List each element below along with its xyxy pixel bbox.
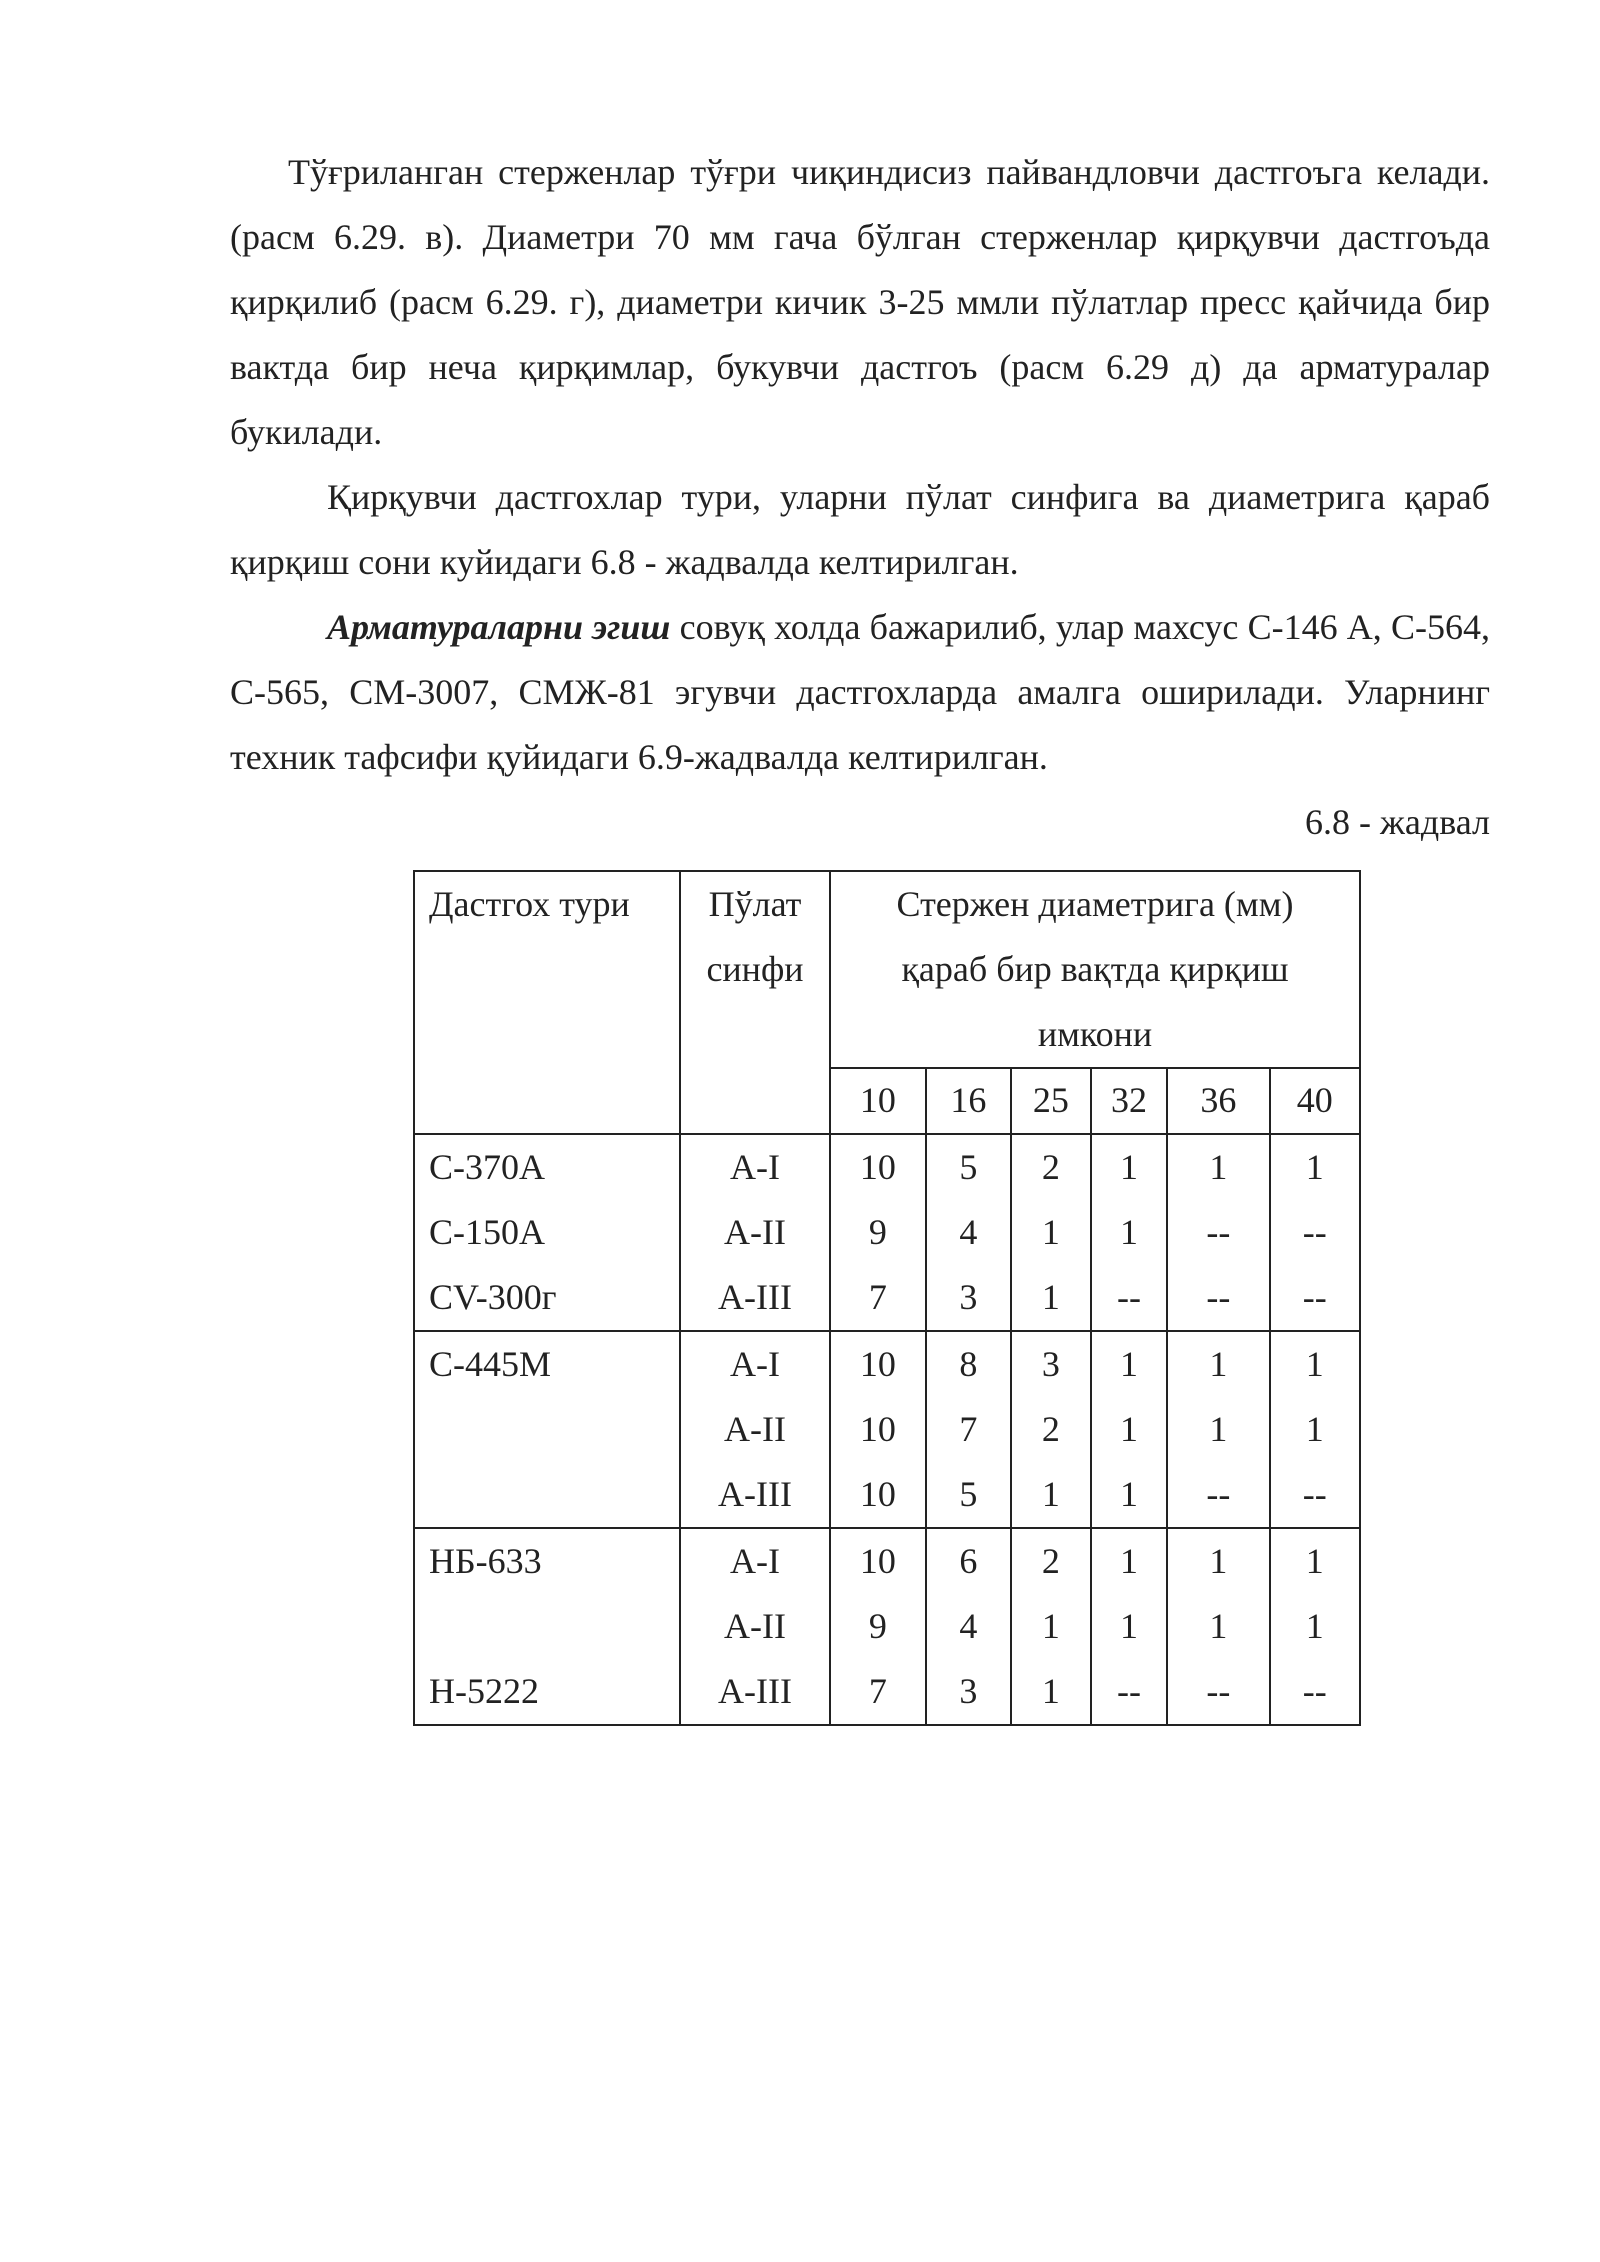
- value-cell: [1091, 1134, 1168, 1331]
- machine-type: [429, 1462, 679, 1527]
- machine-type: С-370А: [429, 1147, 545, 1187]
- cut-count: 10: [859, 1541, 896, 1581]
- value-cell: [830, 1331, 926, 1528]
- value-cell: [1091, 1528, 1168, 1725]
- header-machine-type: Дастгох тури: [414, 871, 680, 1134]
- steel-class-cell: [680, 1331, 830, 1528]
- header-steel-class: [680, 871, 830, 1134]
- cut-count: 10: [859, 1344, 896, 1384]
- machine-type: СV-300г: [429, 1277, 557, 1317]
- cut-count: 1: [1305, 1541, 1324, 1581]
- cut-count: 3: [1041, 1344, 1060, 1384]
- cut-count: 4: [959, 1212, 978, 1252]
- diameter-header-cell: 25: [1011, 1068, 1091, 1134]
- steel-class-cell: [680, 1134, 830, 1331]
- cut-count: 1: [1120, 1147, 1139, 1187]
- diameter-header-cell: 32: [1091, 1068, 1168, 1134]
- cut-count: --: [1302, 1212, 1327, 1252]
- value-cell: [926, 1134, 1011, 1331]
- steel-class: А-II: [724, 1606, 786, 1646]
- cut-count: 1: [1120, 1606, 1139, 1646]
- cut-count: 1: [1209, 1147, 1228, 1187]
- cut-count: --: [1117, 1277, 1142, 1317]
- value-cell: [926, 1528, 1011, 1725]
- value-cell: [1167, 1528, 1269, 1725]
- cut-count: 1: [1305, 1409, 1324, 1449]
- cut-count: 7: [868, 1671, 887, 1711]
- cut-count: 1: [1041, 1671, 1060, 1711]
- steel-class: А-III: [718, 1474, 792, 1514]
- cut-count: --: [1302, 1671, 1327, 1711]
- cut-count: 1: [1041, 1474, 1060, 1514]
- cut-count: 1: [1120, 1212, 1139, 1252]
- cut-count: --: [1302, 1277, 1327, 1317]
- cut-count: 7: [868, 1277, 887, 1317]
- paragraph-3: [230, 595, 1490, 790]
- cut-count: 2: [1041, 1147, 1060, 1187]
- machine-type: С-445М: [429, 1344, 552, 1384]
- cut-count: 1: [1209, 1344, 1228, 1384]
- cut-count: 5: [959, 1147, 978, 1187]
- cut-count: --: [1117, 1671, 1142, 1711]
- diameter-header-cell: 36: [1167, 1068, 1269, 1134]
- machine-type-cell: [414, 1528, 680, 1725]
- cut-count: 5: [959, 1474, 978, 1514]
- machine-type-cell: [414, 1331, 680, 1528]
- steel-class: А-I: [730, 1344, 780, 1384]
- table-group-row: [414, 1528, 1360, 1725]
- steel-class: А-III: [718, 1277, 792, 1317]
- steel-class-cell: [680, 1528, 830, 1725]
- value-cell: [1011, 1134, 1091, 1331]
- header-steel-class-line1: Пўлат: [708, 884, 802, 924]
- cut-count: 10: [859, 1409, 896, 1449]
- cutting-machines-table: [413, 870, 1361, 1726]
- machine-type: НБ-633: [429, 1541, 542, 1581]
- diameter-header-cell: 40: [1270, 1068, 1361, 1134]
- cut-count: --: [1206, 1277, 1231, 1317]
- cut-count: 1: [1209, 1409, 1228, 1449]
- value-cell: [1167, 1331, 1269, 1528]
- cut-count: 1: [1120, 1541, 1139, 1581]
- cut-count: --: [1206, 1671, 1231, 1711]
- machine-type-cell: [414, 1134, 680, 1331]
- value-cell: [1270, 1528, 1361, 1725]
- paragraph-2: Қирқувчи дастгохлар тури, уларни пўлат синфига ва диаметрига қараб қирқиш сони куйидаги 6.8 - жадвалда келтирилган.: [230, 477, 1490, 582]
- value-cell: [1270, 1134, 1361, 1331]
- cut-count: 8: [959, 1344, 978, 1384]
- machine-type: С-150А: [429, 1212, 545, 1252]
- table-group-row: [414, 1134, 1360, 1331]
- cut-count: 1: [1120, 1344, 1139, 1384]
- diameter-header-cell: 16: [926, 1068, 1011, 1134]
- value-cell: [1011, 1528, 1091, 1725]
- cut-count: 10: [859, 1474, 896, 1514]
- cut-count: --: [1206, 1474, 1231, 1514]
- paragraph-1: Тўғриланган стерженлар тўғри чиқиндисиз пайвандловчи дастгоъга келади. (расм 6.29. в). Диаметри 70 мм гача бўлган стерженлар қирқувчи дастгоъда қирқилиб (расм 6.29. г), диаметри кичик 3-25 ммли пўлатлар пресс қайчида бир вактда бир неча қирқимлар, букувчи дастгоъ (расм 6.29 д) да арматуралар букилади.: [230, 152, 1490, 452]
- cut-count: 9: [868, 1606, 887, 1646]
- table-caption: 6.8 - жадвал: [1305, 802, 1490, 842]
- cut-count: 6: [959, 1541, 978, 1581]
- header-steel-class-line2: синфи: [706, 949, 804, 989]
- value-cell: [830, 1528, 926, 1725]
- cut-count: 9: [868, 1212, 887, 1252]
- value-cell: [1011, 1331, 1091, 1528]
- document-page: [230, 140, 1490, 855]
- cut-count: 4: [959, 1606, 978, 1646]
- cut-count: 1: [1305, 1344, 1324, 1384]
- cut-count: 2: [1041, 1409, 1060, 1449]
- cut-count: 1: [1120, 1409, 1139, 1449]
- paragraph-3-text: совуқ холда бажарилиб, улар махсус С-146 А, С-564, С-565, СМ-3007, СМЖ-81 эгувчи дастгохларда амалга оширилади. Уларнинг техник тафсифи қуйидаги 6.9-жадвалда келтирилган.: [230, 607, 1490, 777]
- cut-count: 3: [959, 1277, 978, 1317]
- machine-type: [429, 1594, 679, 1659]
- cut-count: --: [1302, 1474, 1327, 1514]
- machine-type: Н-5222: [429, 1671, 539, 1711]
- cut-count: 1: [1209, 1606, 1228, 1646]
- steel-class: А-I: [730, 1147, 780, 1187]
- value-cell: [1091, 1331, 1168, 1528]
- table-header-row: [414, 871, 1360, 1068]
- cut-count: --: [1206, 1212, 1231, 1252]
- cut-count: 1: [1120, 1474, 1139, 1514]
- value-cell: [1270, 1331, 1361, 1528]
- header-diameter: Стержен диаметрига (мм) қараб бир вақтда қирқиш имкони: [830, 871, 1360, 1068]
- cut-count: 2: [1041, 1541, 1060, 1581]
- cut-count: 1: [1041, 1606, 1060, 1646]
- cut-count: 1: [1305, 1606, 1324, 1646]
- cut-count: 1: [1305, 1147, 1324, 1187]
- steel-class: А-I: [730, 1541, 780, 1581]
- steel-class: А-II: [724, 1409, 786, 1449]
- cut-count: 1: [1041, 1277, 1060, 1317]
- diameter-header-cell: 10: [830, 1068, 926, 1134]
- cut-count: 1: [1209, 1541, 1228, 1581]
- paragraph-3-emphasis: Арматураларни эгиш: [327, 607, 671, 647]
- steel-class: А-III: [718, 1671, 792, 1711]
- steel-class: А-II: [724, 1212, 786, 1252]
- cut-count: 1: [1041, 1212, 1060, 1252]
- value-cell: [926, 1331, 1011, 1528]
- value-cell: [830, 1134, 926, 1331]
- value-cell: [1167, 1134, 1269, 1331]
- machine-type: [429, 1397, 679, 1462]
- cut-count: 3: [959, 1671, 978, 1711]
- cut-count: 10: [859, 1147, 896, 1187]
- table-group-row: [414, 1331, 1360, 1528]
- cut-count: 7: [959, 1409, 978, 1449]
